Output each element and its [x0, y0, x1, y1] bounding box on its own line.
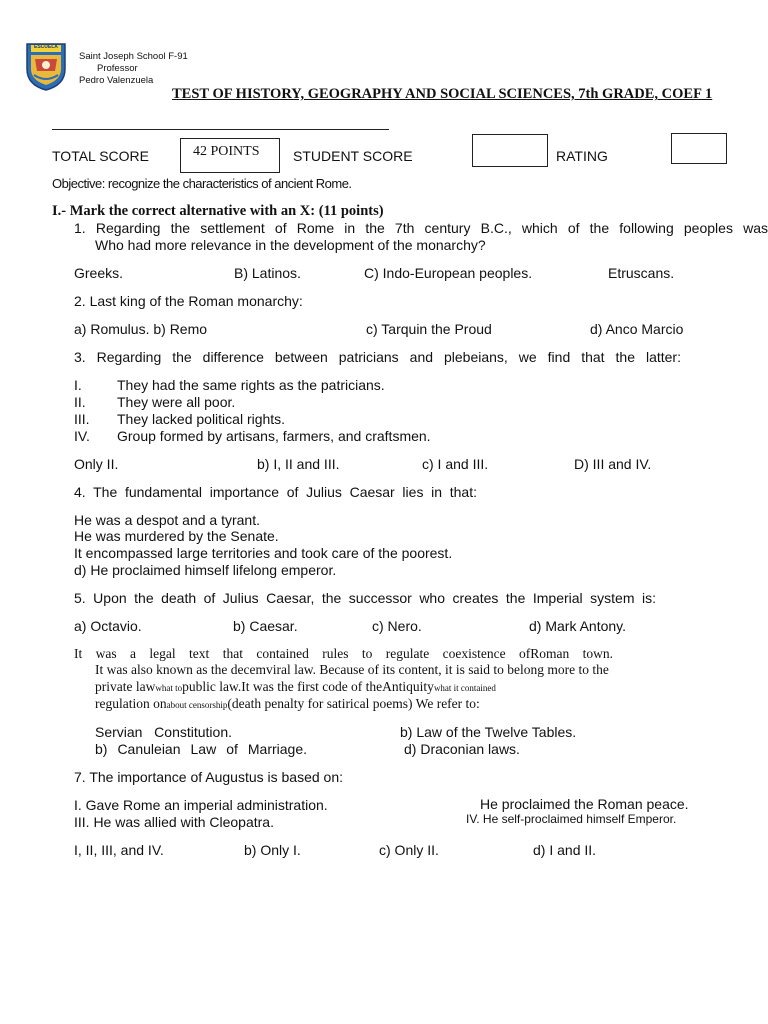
q7-item-4: IV. He self-proclaimed himself Emperor.	[466, 812, 677, 826]
line-4-part-b: about censorship	[166, 700, 228, 710]
q5-option-d[interactable]: d) Mark Antony.	[529, 618, 627, 634]
q6-option-b[interactable]: b) Law of the Twelve Tables.	[400, 724, 577, 740]
name-line	[52, 129, 389, 130]
total-score-value: 42 POINTS	[193, 144, 260, 159]
student-score-box[interactable]	[472, 134, 548, 167]
q3-numeral-4: IV.	[74, 428, 90, 444]
question-7: 7. The importance of Augustus is based on:	[74, 769, 344, 785]
q4-option-d[interactable]: d) He proclaimed himself lifelong emperor.	[74, 562, 337, 578]
q7-item-1: I. Gave Rome an imperial administration.	[74, 797, 328, 813]
q4-option-c[interactable]: It encompassed large territories and took care of the poorest.	[74, 545, 453, 561]
line-4-part-c: (death penalty for satirical poems) We refer to:	[227, 696, 480, 711]
line-3-part-c: public law.It was the first code of theAntiquity	[182, 679, 434, 694]
q5-option-a[interactable]: a) Octavio.	[74, 618, 142, 634]
q3-numeral-1: I.	[74, 377, 82, 393]
school-name: Saint Joseph School F-91	[79, 51, 188, 62]
question-6-line-2: It was also known as the decemviral law. Because of its content, it is said to belong more to the	[95, 662, 609, 677]
test-title: TEST OF HISTORY, GEOGRAPHY AND SOCIAL SCIENCES, 7th GRADE, COEF 1	[172, 86, 713, 102]
q3-numeral-2: II.	[74, 394, 86, 410]
q3-item-1: They had the same rights as the patricians.	[117, 377, 385, 393]
logo-text: ESCUELA	[34, 44, 58, 50]
q3-item-4: Group formed by artisans, farmers, and craftsmen.	[117, 428, 431, 444]
q3-option-a[interactable]: Only II.	[74, 456, 119, 472]
question-2: 2. Last king of the Roman monarchy:	[74, 293, 303, 309]
q5-option-c[interactable]: c) Nero.	[372, 618, 422, 634]
line-3-part-b: what to	[155, 683, 183, 693]
q7-item-3: III. He was allied with Cleopatra.	[74, 814, 274, 830]
q1-option-c[interactable]: C) Indo-European peoples.	[364, 265, 533, 281]
q7-option-d[interactable]: d) I and II.	[533, 842, 597, 858]
q7-option-c[interactable]: c) Only II.	[379, 842, 439, 858]
line-3-part-a: private law	[95, 679, 156, 694]
q4-option-a[interactable]: He was a despot and a tyrant.	[74, 512, 260, 528]
objective-text: Objective: recognize the characteristics of ancient Rome.	[52, 176, 352, 191]
q3-numeral-3: III.	[74, 411, 90, 427]
q5-option-b[interactable]: b) Caesar.	[233, 618, 298, 634]
q6-option-c[interactable]: b) Canuleian Law of Marriage.	[95, 741, 307, 757]
q7-option-a[interactable]: I, II, III, and IV.	[74, 842, 164, 858]
q2-option-ab[interactable]: a) Romulus. b) Remo	[74, 321, 208, 337]
school-logo	[25, 41, 67, 91]
question-1-line-2: Who had more relevance in the development of the monarchy?	[95, 237, 486, 253]
q3-item-2: They were all poor.	[117, 394, 236, 410]
q4-option-b[interactable]: He was murdered by the Senate.	[74, 528, 279, 544]
question-5: 5. Upon the death of Julius Caesar, the successor who creates the Imperial system is:	[74, 590, 656, 606]
student-score-label: STUDENT SCORE	[293, 148, 413, 164]
section-heading: I.- Mark the correct alternative with an X: (11 points)	[52, 203, 384, 219]
q1-option-d[interactable]: Etruscans.	[608, 265, 675, 281]
q6-option-a[interactable]: Servian Constitution.	[95, 724, 232, 740]
question-3: 3. Regarding the difference between patricians and plebeians, we find that the latter:	[74, 349, 681, 365]
professor-label: Professor	[97, 63, 138, 74]
question-6-line-4	[95, 696, 480, 712]
q1-option-a[interactable]: Greeks.	[74, 265, 124, 281]
total-score-label: TOTAL SCORE	[52, 148, 149, 164]
q2-option-c[interactable]: c) Tarquin the Proud	[366, 321, 492, 337]
total-score-box	[180, 138, 280, 173]
q3-option-c[interactable]: c) I and III.	[422, 456, 489, 472]
q6-option-d[interactable]: d) Draconian laws.	[404, 741, 520, 757]
line-4-part-a: regulation on	[95, 696, 167, 711]
question-4: 4. The fundamental importance of Julius Caesar lies in that:	[74, 484, 477, 500]
rating-label: RATING	[556, 148, 608, 164]
teacher-name: Pedro Valenzuela	[79, 75, 154, 86]
line-3-part-d: what it contained	[433, 683, 496, 693]
question-6-line-1: It was a legal text that contained rules to regulate coexistence ofRoman town.	[74, 646, 613, 661]
q3-item-3: They lacked political rights.	[117, 411, 286, 427]
q7-item-2: He proclaimed the Roman peace.	[480, 796, 689, 812]
question-6-line-3	[95, 679, 496, 695]
question-1-line-1: 1. Regarding the settlement of Rome in the 7th century B.C., which of the following peoples was	[74, 220, 768, 236]
rating-box[interactable]	[671, 133, 727, 164]
q1-option-b[interactable]: B) Latinos.	[234, 265, 301, 281]
q2-option-d[interactable]: d) Anco Marcio	[590, 321, 684, 337]
q7-option-b[interactable]: b) Only I.	[244, 842, 301, 858]
q3-option-d[interactable]: D) III and IV.	[574, 456, 652, 472]
q3-option-b[interactable]: b) I, II and III.	[257, 456, 340, 472]
